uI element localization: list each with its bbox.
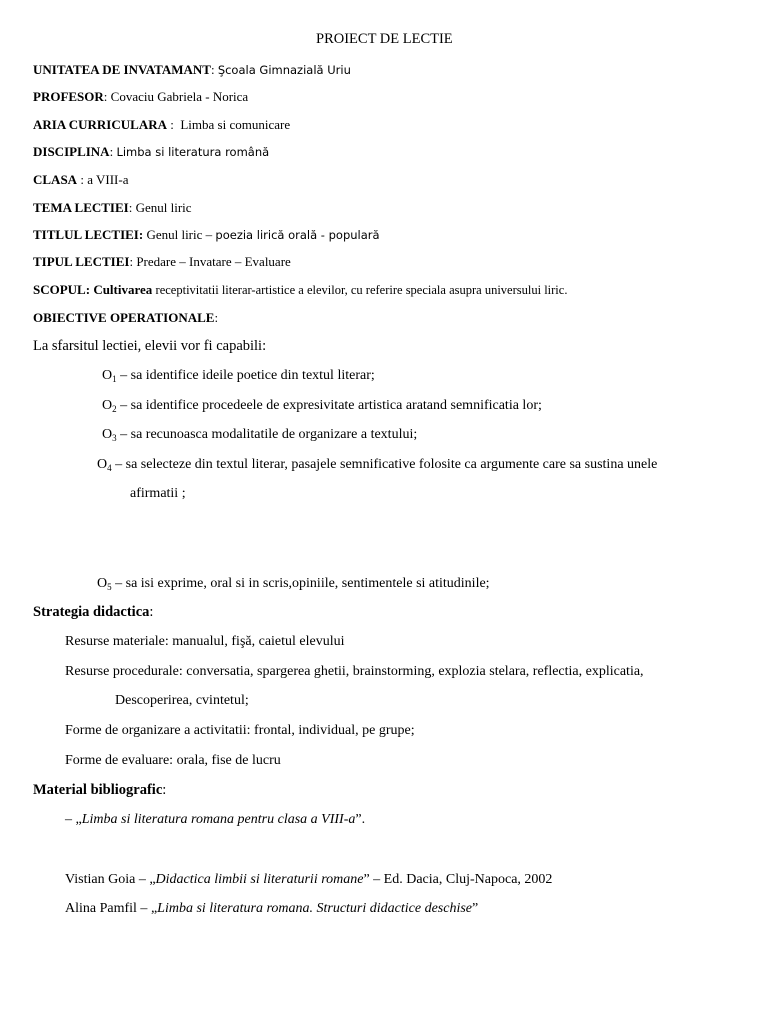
- objective-item: $O_4$ – sa selecteze din textul literar, pasajele semnificative folosite ca argumente care sa sustina unele: [97, 457, 658, 473]
- field-profesor: PROFESOR: Covaciu Gabriela - Norica: [33, 89, 249, 104]
- field-value: Covaciu Gabriela - Norica: [110, 89, 249, 104]
- field-value: Şcoala Gimnazială Uriu: [217, 63, 351, 77]
- strategia-resurse-procedurale-cont: Descoperirea, cvintetul;: [115, 693, 249, 708]
- field-value: poezia lirică orală - populară: [215, 228, 380, 242]
- field-value: receptivitatii literar-artistice a elevilor, cu referire speciala asupra universului liric.: [155, 283, 568, 297]
- field-value: Predare – Invatare – Evaluare: [136, 254, 291, 269]
- field-label: OBIECTIVE OPERATIONALE: [33, 310, 215, 325]
- field-scopul: [33, 282, 567, 298]
- page-title: PROIECT DE LECTIE: [316, 31, 453, 47]
- field-label: UNITATEA DE INVATAMANT: [33, 62, 211, 77]
- objective-item-continuation: afirmatii ;: [130, 486, 186, 501]
- bibliografie-item: Alina Pamfil – „Limba si literatura romana. Structuri didactice deschise”: [65, 901, 479, 916]
- field-label: DISCIPLINA: [33, 144, 110, 159]
- field-value: Limba si literatura română: [116, 145, 270, 159]
- field-clasa: CLASA : a VIII-a: [33, 172, 129, 187]
- bibliografie-item: – „Limba si literatura romana pentru clasa a VIII-a”.: [65, 812, 366, 827]
- field-label: CLASA: [33, 172, 78, 187]
- field-disciplina: DISCIPLINA: Limba si literatura română: [33, 144, 270, 159]
- field-obiective: OBIECTIVE OPERATIONALE:: [33, 310, 219, 325]
- objective-item: $O_2$ – sa identifice procedeele de expresivitate artistica aratand semnificatia lor;: [102, 398, 542, 414]
- field-tema: TEMA LECTIEI: Genul liric: [33, 200, 192, 215]
- objective-item: $O_5$ – sa isi exprime, oral si in scris,opiniile, sentimentele si atitudinile;: [97, 576, 490, 592]
- field-aria: ARIA CURRICULARA : Limba si comunicare: [33, 117, 291, 132]
- strategia-forme-evaluare: Forme de evaluare: orala, fise de lucru: [65, 753, 281, 768]
- bibliografie-heading: Material bibliografic:: [33, 782, 167, 798]
- field-label: SCOPUL:: [33, 282, 91, 297]
- strategia-resurse-materiale: Resurse materiale: manualul, fişă, caietul elevului: [65, 634, 345, 649]
- field-value: Genul liric: [135, 200, 192, 215]
- objective-item: $O_1$ – sa identifice ideile poetice din textul literar;: [102, 368, 375, 384]
- field-value-bold: Cultivarea: [93, 282, 153, 297]
- field-label: TITLUL LECTIEI:: [33, 227, 144, 242]
- objective-item: $O_3$ – sa recunoasca modalitatile de organizare a textului;: [102, 427, 418, 443]
- objectives-intro: La sfarsitul lectiei, elevii vor fi capabili:: [33, 338, 267, 354]
- field-titlul: TITLUL LECTIEI: Genul liric – poezia lirică orală - populară: [33, 227, 380, 242]
- field-label: TEMA LECTIEI: [33, 200, 129, 215]
- field-label: PROFESOR: [33, 89, 104, 104]
- strategia-heading: Strategia didactica:: [33, 604, 154, 620]
- bibliografie-item: Vistian Goia – „Didactica limbii si literaturii romane” – Ed. Dacia, Cluj-Napoca, 2002: [65, 872, 553, 887]
- field-tipul: TIPUL LECTIEI: Predare – Invatare – Evaluare: [33, 254, 291, 269]
- strategia-forme-organizare: Forme de organizare a activitatii: frontal, individual, pe grupe;: [65, 723, 415, 738]
- field-label: ARIA CURRICULARA: [33, 117, 167, 132]
- strategia-resurse-procedurale: Resurse procedurale: conversatia, spargerea ghetii, brainstorming, explozia stelara, reflectia, explicatia,: [65, 664, 644, 679]
- field-unitatea: UNITATEA DE INVATAMANT: Şcoala Gimnazială Uriu: [33, 62, 351, 77]
- field-value: Limba si comunicare: [180, 117, 291, 132]
- field-value: Genul liric: [146, 227, 203, 242]
- field-value: a VIII-a: [87, 172, 129, 187]
- field-label: TIPUL LECTIEI: [33, 254, 130, 269]
